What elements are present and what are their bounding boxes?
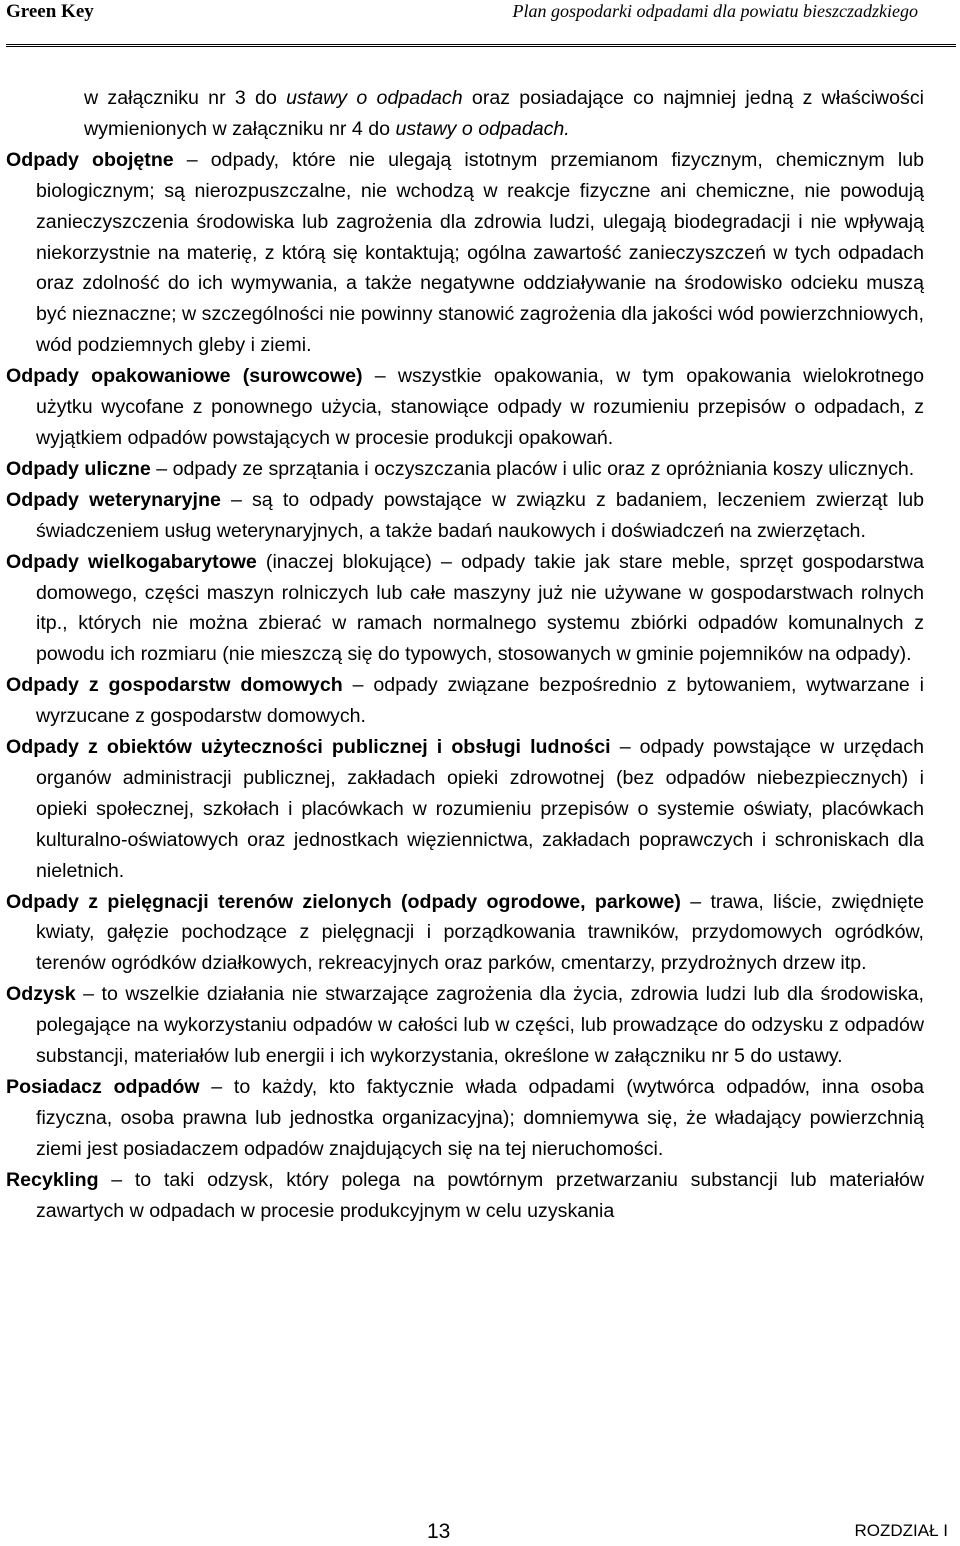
definition-text: (inaczej blokujące) – odpady takie jak stare meble, sprzęt gospodarstwa domowego, części maszyn rolniczych lub całe maszyny już nie używane w gospodarstwach rolnych itp., których nie można zbierać w ramach normalnego systemu zbiórki odpadów komunalnych z powodu ich rozmiaru (nie mieszczą się do typowych, stosowanych w gminie pojemników na odpady). (36, 550, 924, 666)
definition-entry (6, 979, 924, 1072)
definition-entry (6, 670, 924, 732)
header-rule (6, 44, 956, 48)
definition-term: Odpady weterynaryjne (6, 488, 221, 511)
definition-term: Posiadacz odpadów (6, 1076, 200, 1098)
page-content (6, 83, 924, 1227)
intro-text-1: w załączniku nr 3 do (84, 87, 287, 109)
definition-text: – to każdy, kto faktycznie włada odpadami (wytwórca odpadów, inna osoba fizyczna, osoba prawna lub jednostka organizacyjna); domniemywa się, że władający powierzchnią ziemi jest posiadaczem odpadów znajdujących się na tej nieruchomości. (36, 1076, 924, 1160)
definition-entry (6, 485, 924, 547)
definition-entry (6, 547, 924, 671)
page-header (0, 0, 960, 52)
intro-law-ref-1: ustawy o odpadach (286, 87, 463, 109)
definition-term: Odpady opakowaniowe (surowcowe) (6, 365, 363, 388)
definition-text: – odpady powstające w urzędach organów administracji publicznej, zakładach opieki zdrowotnej (bez odpadów niebezpiecznych) i opieki społecznej, szkołach i placówkach w rozumieniu przepisów o systemie oświaty, placówkach kulturalno-oświatowych oraz jednostkach więziennictwa, zakładach poprawczych i schroniskach dla nieletnich. (36, 736, 924, 882)
definition-entry (6, 732, 924, 887)
intro-text-2: oraz posiadające co najmniej jedną z właściwości wymienionych w załączniku nr 4 do (84, 87, 925, 140)
definition-term: Odpady z gospodarstw domowych (6, 674, 343, 697)
chapter-label: ROZDZIAŁ I (854, 1521, 948, 1540)
definition-text: – to taki odzysk, który polega na powtórnym przetwarzaniu substancji lub materiałów zawartych w odpadach w procesie produkcyjnym w celu uzyskania (36, 1168, 924, 1222)
definition-term: Odpady uliczne (6, 457, 151, 480)
definition-term: Odpady wielkogabarytowe (6, 550, 257, 573)
definition-text: – odpady ze sprzątania i oczyszczania placów i ulic oraz z opróżniania koszy ulicznych. (150, 457, 915, 480)
page-footer (0, 1513, 960, 1546)
document-title: Plan gospodarki odpadami dla powiatu bieszczadzkiego (512, 1, 918, 21)
definition-entry (6, 887, 924, 980)
definition-text: – odpady, które nie ulegają istotnym przemianom fizycznym, chemicznym lub biologicznym; są nierozpuszczalne, nie wchodzą w reakcje fizyczne ani chemiczne, nie powodują zanieczyszczenia środowiska lub zagrożenia dla zdrowia ludzi, ulegają biodegradacji i nie wpływają niekorzystnie na materię, z którą się kontaktują; ogólna zawartość zanieczyszczeń w tych odpadach oraz zdolność do ich wymywania, a także negatywne oddziaływanie na środowisko odcieku muszą być nieznaczne; w szczególności nie powinny stanowić zagrożenia dla jakości wód powierzchniowych, wód podziemnych gleby i ziemi. (36, 148, 924, 357)
definition-entry (6, 145, 924, 361)
definition-text: – to wszelkie działania nie stwarzające zagrożenia dla życia, zdrowia ludzi lub dla środowiska, polegające na wykorzystaniu odpadów w całości lub w części, lub prowadzące do odzysku z odpadów substancji, materiałów lub energii i ich wykorzystania, określone w załączniku nr 5 do ustawy. (36, 983, 924, 1068)
page-number: 13 (427, 1520, 451, 1543)
definition-text: – są to odpady powstające w związku z badaniem, leczeniem zwierząt lub świadczeniem usług weterynaryjnych, a także badań naukowych i doświadczeń na zwierzętach. (36, 488, 924, 542)
definition-term: Odzysk (6, 983, 76, 1006)
definition-entry (6, 1165, 924, 1227)
definition-term: Recykling (6, 1168, 99, 1191)
definition-entry (6, 361, 924, 454)
definition-text: – trawa, liście, zwiędnięte kwiaty, gałęzie pochodzące z pielęgnacji i porządkowania trawników, przydomowych ogródków, terenów ogródków działkowych, rekreacyjnych oraz parków, cmentarzy, przydrożnych drzew itp. (36, 890, 925, 975)
definition-term: Odpady z obiektów użyteczności publicznej i obsługi ludności (6, 736, 611, 759)
definition-text: – odpady związane bezpośrednio z bytowaniem, wytwarzane i wyrzucane z gospodarstw domowych. (36, 674, 924, 728)
definition-entry (6, 454, 924, 485)
definition-term: Odpady obojętne (6, 148, 174, 171)
definition-term: Odpady z pielęgnacji terenów zielonych (odpady ogrodowe, parkowe) (6, 890, 681, 913)
company-name: Green Key (6, 1, 94, 22)
intro-continuation (6, 83, 924, 145)
intro-law-ref-2: ustawy o odpadach. (395, 117, 570, 140)
definition-entry (6, 1072, 924, 1165)
definition-text: – wszystkie opakowania, w tym opakowania wielokrotnego użytku wycofane z ponownego użycia, stanowiące odpady w rozumieniu przepisów o odpadach, z wyjątkiem odpadów powstających w procesie produkcji opakowań. (36, 365, 924, 449)
